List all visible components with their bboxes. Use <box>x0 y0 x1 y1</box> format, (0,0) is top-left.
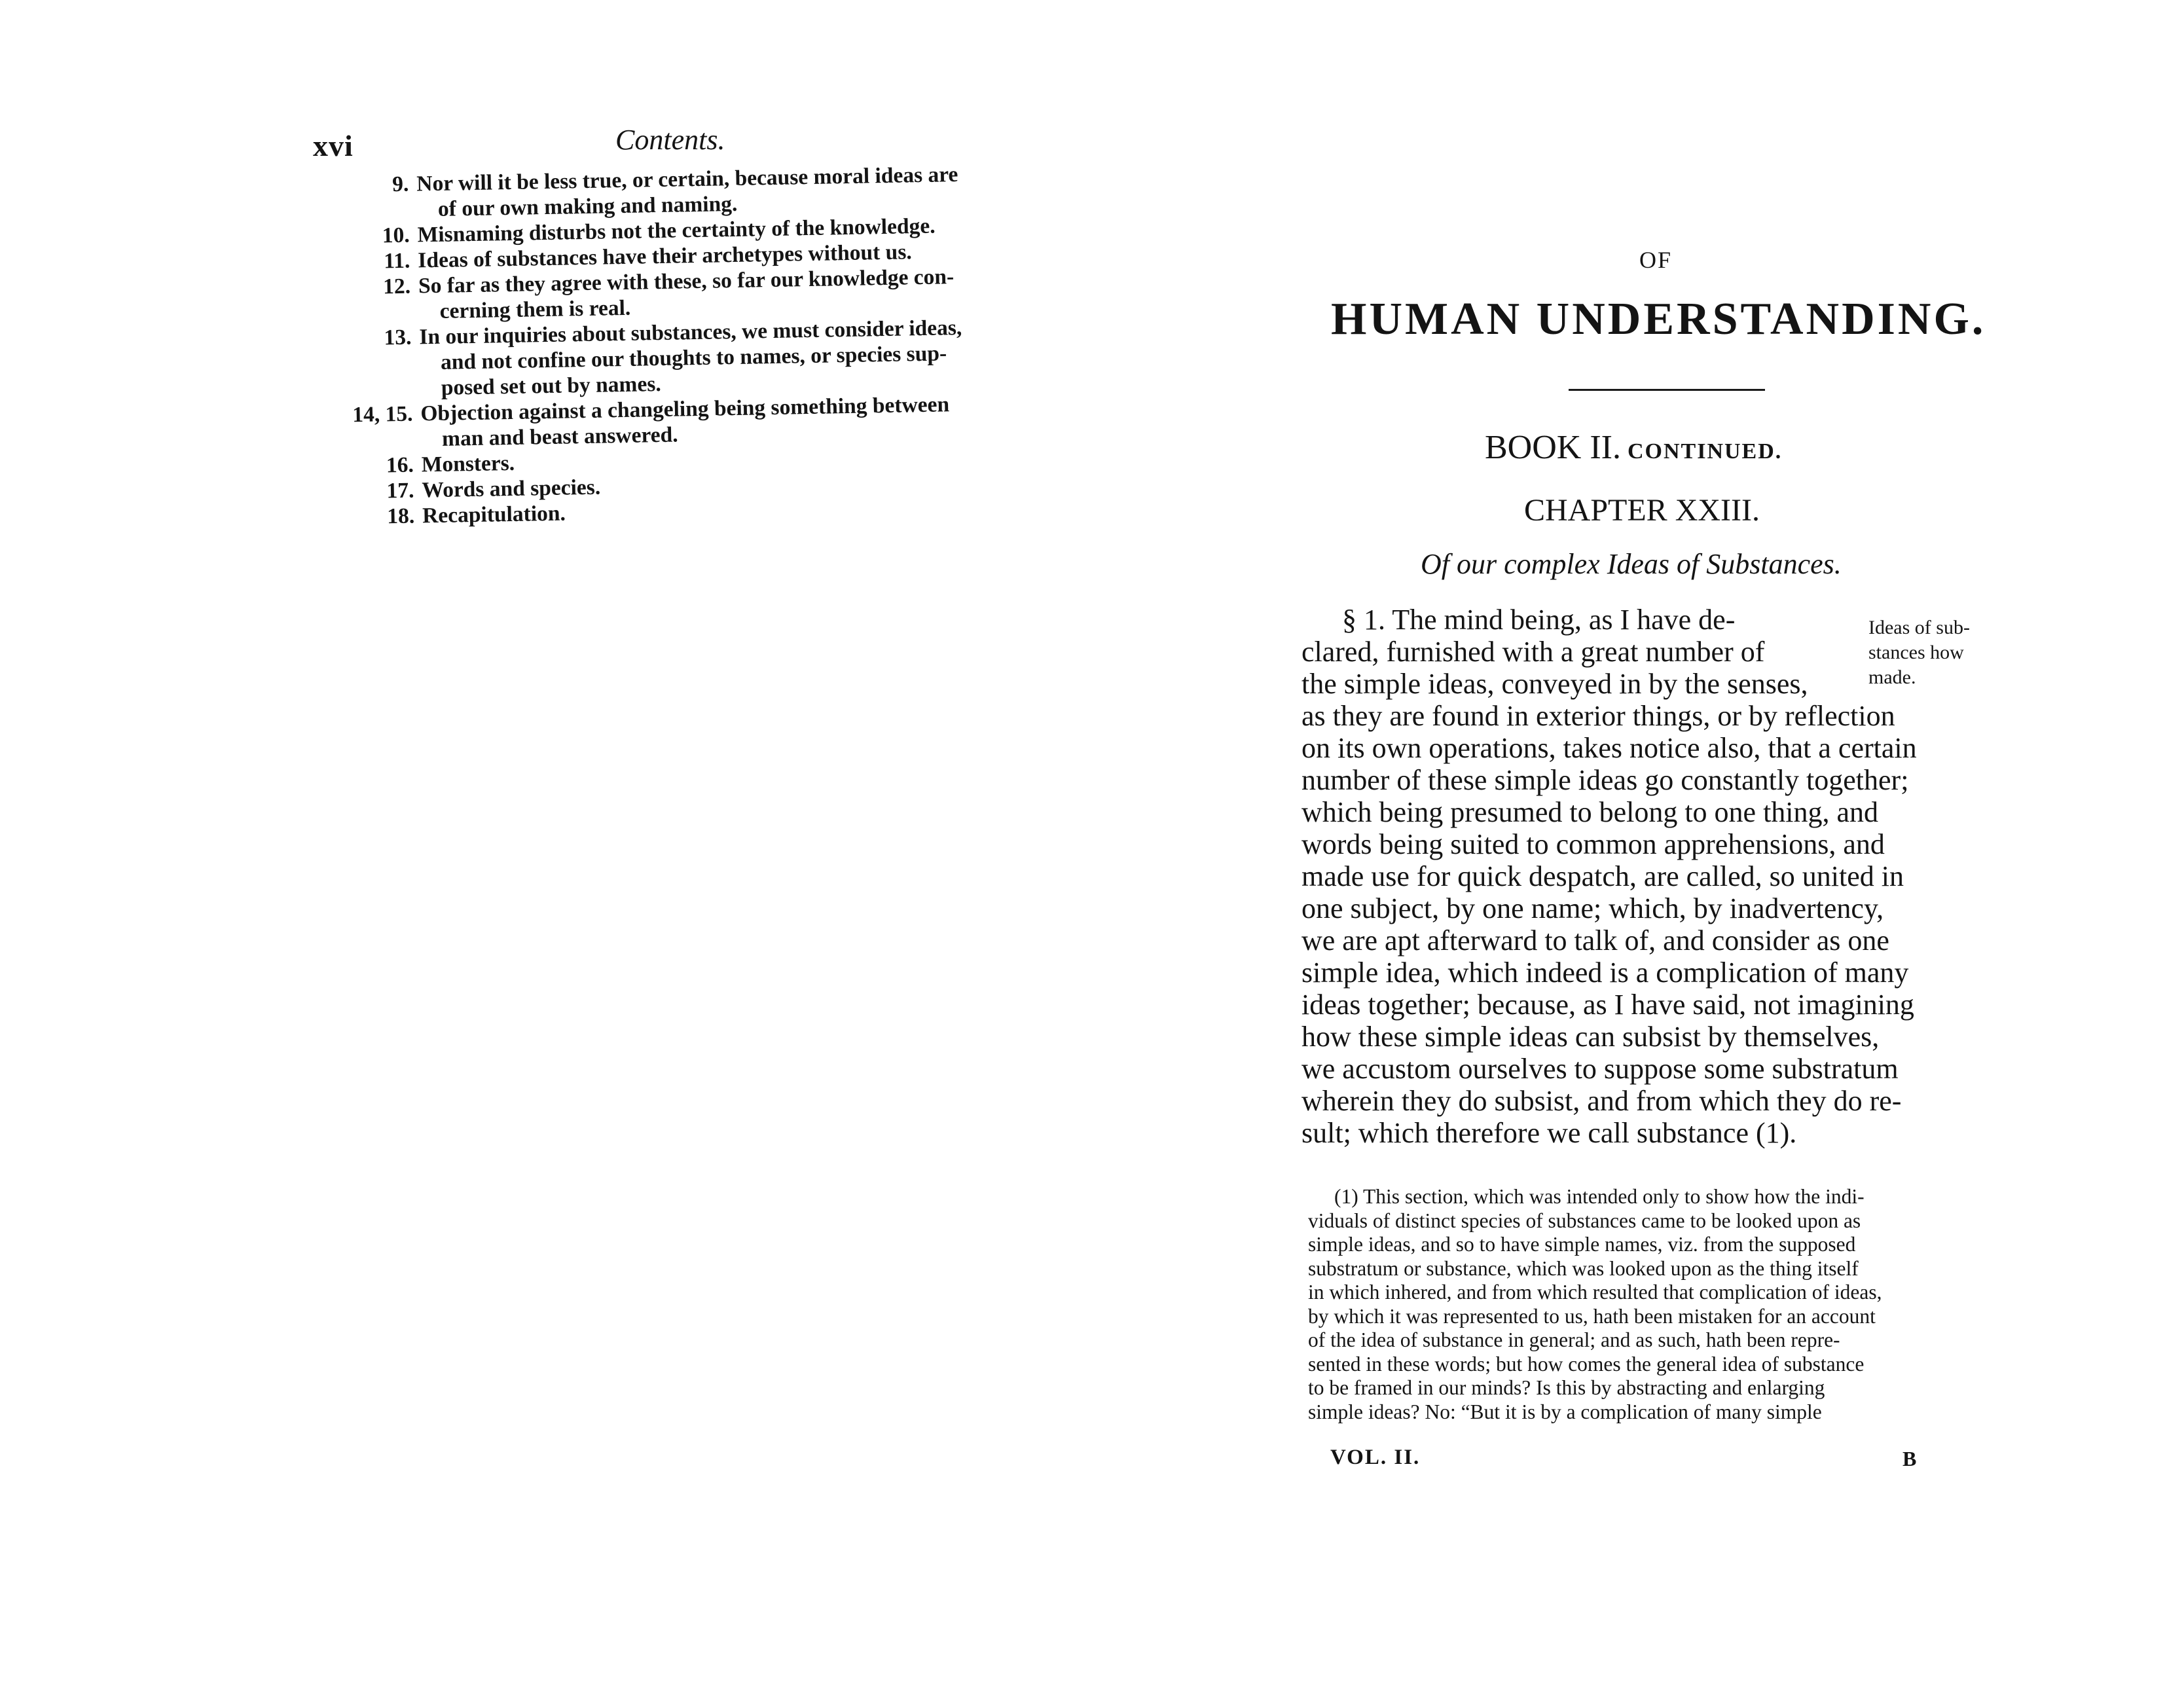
toc-item <box>323 314 1045 403</box>
marginal-note-line: made. <box>1868 666 1916 688</box>
toc-item-number: 13. <box>384 325 412 350</box>
book-heading <box>1485 428 1782 467</box>
footnote-line: of the idea of substance in general; and as such, hath been repre- <box>1308 1328 1840 1351</box>
body-paragraph <box>1301 604 2009 1149</box>
book-title: HUMAN UNDERSTANDING. <box>1331 294 1986 344</box>
body-line: the simple ideas, conveyed in by the senses, <box>1301 668 1808 700</box>
toc-item-number: 14, 15. <box>352 401 413 428</box>
body-line: as they are found in exterior things, or by reflection <box>1301 700 1895 732</box>
body-line: wherein they do subsist, and from which they do re- <box>1301 1085 1902 1117</box>
running-head: Contents. <box>615 124 725 156</box>
footnote-line: substratum or substance, which was looked upon as the thing itself <box>1308 1256 1859 1280</box>
page-number: xvi <box>313 129 354 162</box>
body-line: which being presumed to belong to one thing, and <box>1301 796 1879 828</box>
signature-letter: B <box>1902 1447 1917 1470</box>
book-continued: CONTINUED. <box>1627 439 1783 464</box>
body-line: we accustom ourselves to suppose some substratum <box>1301 1053 1899 1085</box>
toc-item-number: 9. <box>391 172 409 197</box>
footnote-line: to be framed in our minds? Is this by abstracting and enlarging <box>1308 1376 1825 1399</box>
toc-item-number: 10. <box>382 223 410 248</box>
toc-item-number: 11. <box>384 248 410 274</box>
footnote-line: by which it was represented to us, hath been mistaken for an account <box>1308 1304 1876 1328</box>
toc-item-number: 16. <box>386 452 414 478</box>
footnote-line: simple ideas, and so to have simple names, viz. from the supposed <box>1308 1233 1856 1256</box>
toc-item-line: man and beast answered. <box>441 422 678 451</box>
body-line: clared, furnished with a great number of <box>1301 636 1765 668</box>
footnote <box>1308 1185 2009 1424</box>
body-line: ideas together; because, as I have said, not imagining <box>1301 989 1914 1021</box>
toc-item-line: Objection against a changeling being something between <box>420 392 950 426</box>
toc-item-line: Recapitulation. <box>422 501 566 528</box>
body-line: made use for quick despatch, are called, so united in <box>1301 860 1904 892</box>
book-number: BOOK II. <box>1485 429 1621 466</box>
body-line: § 1. The mind being, as I have de- <box>1342 604 1736 636</box>
toc-item-line: Ideas of substances have their archetypes without us. <box>418 240 912 273</box>
chapter-subtitle: Of our complex Ideas of Substances. <box>1421 548 1842 580</box>
right-page <box>1092 0 2184 1695</box>
body-line: sult; which therefore we call substance (1). <box>1301 1117 1797 1149</box>
chapter-heading: CHAPTER XXIII. <box>1524 493 1760 528</box>
footnote-line: (1) This section, which was intended only to show how the indi- <box>1334 1185 1865 1208</box>
toc-item-line: Monsters. <box>421 450 515 477</box>
toc-item-line: and not confine our thoughts to names, or species sup- <box>440 341 947 374</box>
marginal-note-line: Ideas of sub- <box>1868 617 1970 638</box>
table-of-contents <box>321 160 1047 530</box>
toc-item-line: Nor will it be less true, or certain, because moral ideas are <box>416 162 958 196</box>
toc-item-line: of our own making and naming. <box>437 191 738 221</box>
title-of-label: OF <box>1639 247 1673 273</box>
toc-item-line: cerning them is real. <box>439 295 631 323</box>
body-line: number of these simple ideas go constantly together; <box>1301 764 1909 796</box>
toc-item-number: 17. <box>386 478 414 503</box>
body-line: one subject, by one name; which, by inadvertency, <box>1301 892 1884 924</box>
body-line: on its own operations, takes notice also, that a certain <box>1301 732 1917 764</box>
footnote-line: sented in these words; but how comes the general idea of substance <box>1308 1352 1865 1376</box>
body-line: words being suited to common apprehensions, and <box>1301 828 1885 860</box>
toc-item-line: Words and species. <box>422 475 601 503</box>
footnote-line: viduals of distinct species of substances came to be looked upon as <box>1308 1209 1861 1232</box>
marginal-note-line: stances how <box>1868 642 1964 663</box>
footnote-line: in which inhered, and from which resulted that complication of ideas, <box>1308 1281 1882 1303</box>
body-line: simple idea, which indeed is a complication of many <box>1301 957 1909 989</box>
title-rule <box>1569 389 1765 391</box>
toc-item-number: 12. <box>382 274 411 299</box>
toc-item-line: posed set out by names. <box>441 371 661 400</box>
footnote-line: simple ideas? No: “But it is by a complication of many simple <box>1308 1400 1822 1423</box>
toc-item-line: So far as they agree with these, so far our knowledge con- <box>418 264 955 299</box>
toc-item-line: Misnaming disturbs not the certainty of the knowledge. <box>417 213 936 247</box>
body-line: we are apt afterward to talk of, and consider as one <box>1301 924 1889 957</box>
signature-mark: VOL. II. <box>1330 1446 1421 1469</box>
body-line: how these simple ideas can subsist by themselves, <box>1301 1021 1880 1053</box>
toc-item-number: 18. <box>386 503 415 529</box>
toc-item-line: In our inquiries about substances, we must consider ideas, <box>419 315 962 350</box>
